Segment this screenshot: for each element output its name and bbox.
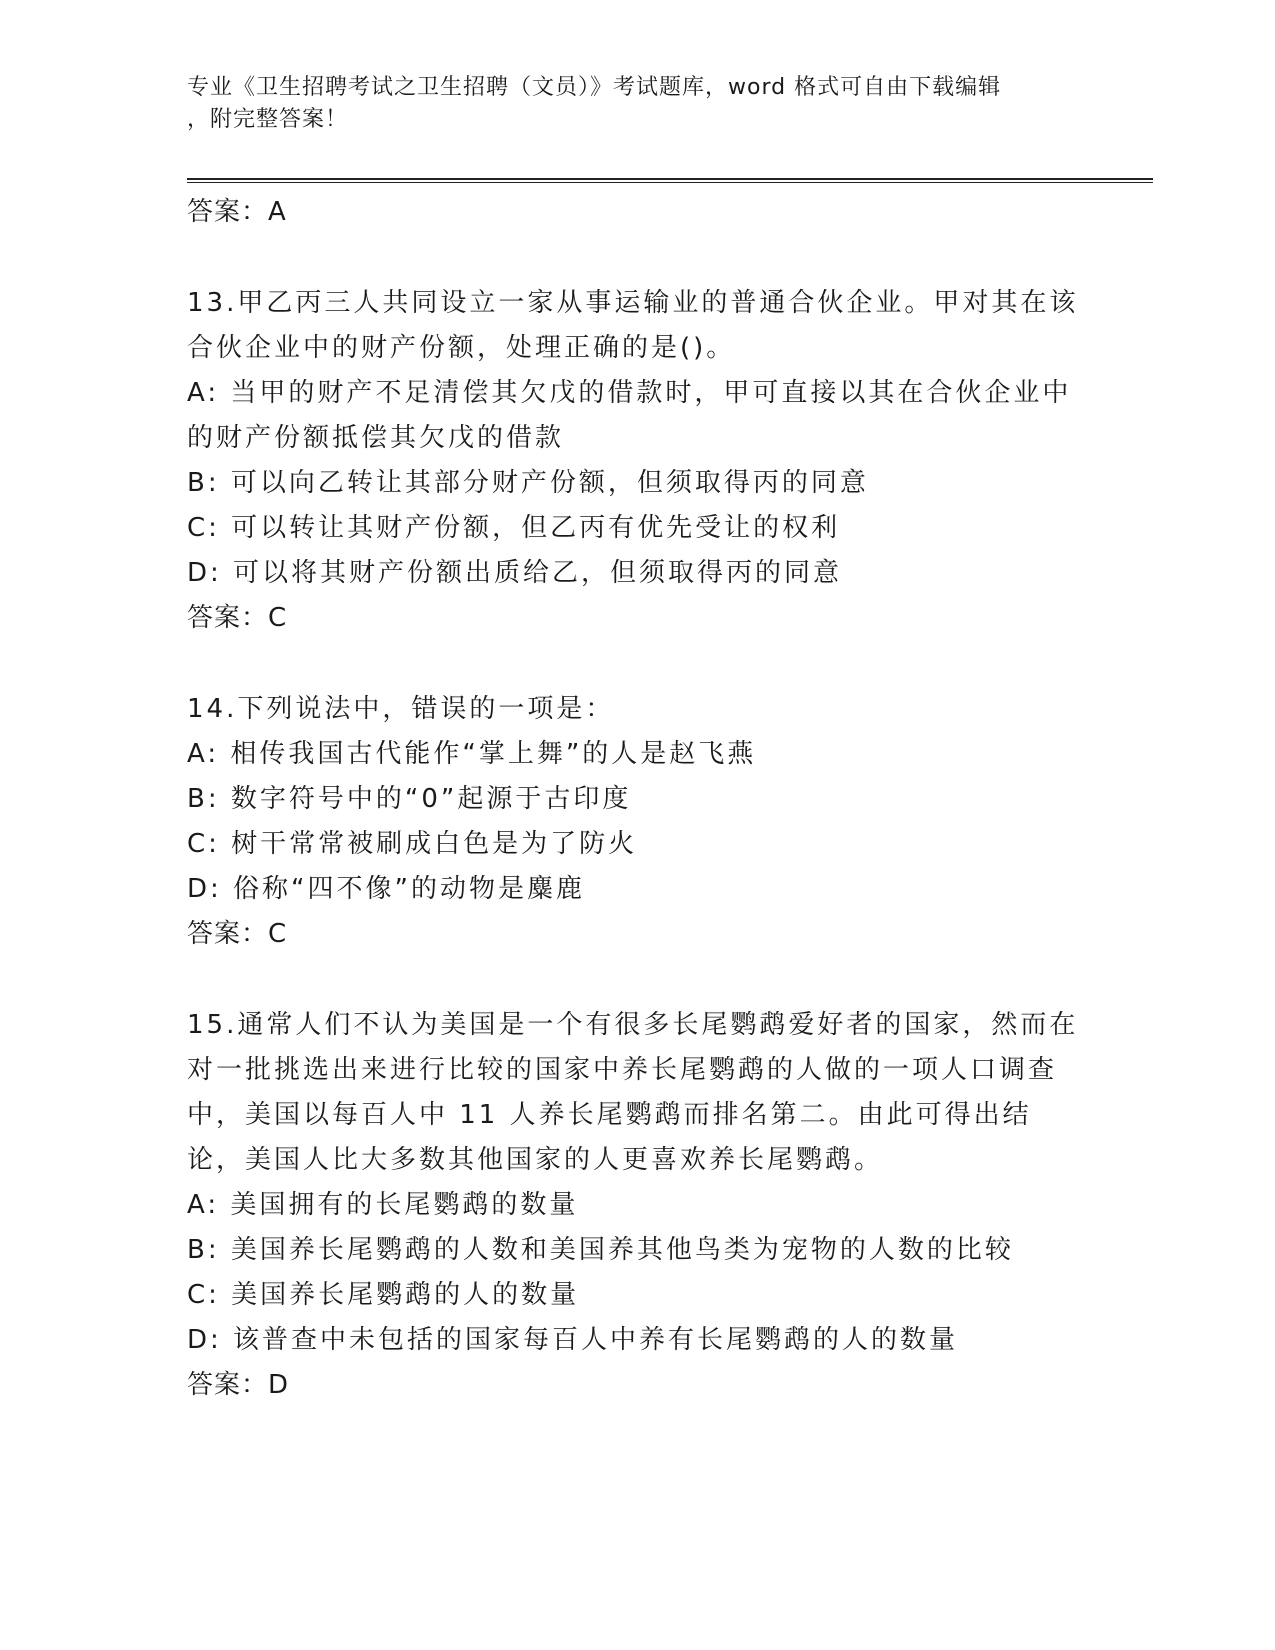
option-d: D: 该普查中未包括的国家每百人中养有长尾鹦鹉的人的数量 xyxy=(187,1325,959,1355)
header-divider xyxy=(187,178,1153,183)
answer-line: 答案：D xyxy=(187,1370,290,1400)
option-d: D: 可以将其财产份额出质给乙，但须取得丙的同意 xyxy=(187,558,843,588)
option-c: C: 美国养长尾鹦鹉的人的数量 xyxy=(187,1280,580,1310)
option-c: C: 树干常常被刷成白色是为了防火 xyxy=(187,829,638,859)
question-text: 14.下列说法中，错误的一项是： xyxy=(187,694,615,724)
answer-line: 答案：A xyxy=(187,197,287,227)
option-b: B: 美国养长尾鹦鹉的人数和美国养其他鸟类为宠物的人数的比较 xyxy=(187,1235,1014,1265)
question-block xyxy=(187,281,1087,641)
question-text: 15.通常人们不认为美国是一个有很多长尾鹦鹉爱好者的国家，然而在对一批挑选出来进行比较的国家中养长尾鹦鹉的人做的一项人口调查中，美国以每百人中 11 人养长尾鹦鹉而排名第二。由此可得出结论，美国人比大多数其他国家的人更喜欢养长尾鹦鹉。 xyxy=(187,1010,1079,1175)
option-a: A: 相传我国古代能作“掌上舞”的人是赵飞燕 xyxy=(187,739,757,769)
option-c: C: 可以转让其财产份额，但乙丙有优先受让的权利 xyxy=(187,513,841,543)
option-b: B: 数字符号中的“0”起源于古印度 xyxy=(187,784,632,814)
question-block xyxy=(187,1003,1087,1408)
answer-line: 答案：C xyxy=(187,603,288,633)
option-b: B: 可以向乙转让其部分财产份额，但须取得丙的同意 xyxy=(187,468,869,498)
page-header xyxy=(187,72,1087,136)
option-a: A: 当甲的财产不足清偿其欠戊的借款时，甲可直接以其在合伙企业中的财产份额抵偿其欠戊的借款 xyxy=(187,378,1072,453)
option-d: D: 俗称“四不像”的动物是麋鹿 xyxy=(187,874,585,904)
header-line-1: 专业《卫生招聘考试之卫生招聘（文员）》考试题库，word 格式可自由下载编辑 xyxy=(187,75,1002,100)
option-a: A: 美国拥有的长尾鹦鹉的数量 xyxy=(187,1190,579,1220)
header-line-2: ，附完整答案！ xyxy=(187,107,349,132)
question-text: 13.甲乙丙三人共同设立一家从事运输业的普通合伙企业。甲对其在该合伙企业中的财产份额，处理正确的是()。 xyxy=(187,288,1079,363)
question-block xyxy=(187,687,1087,957)
question-list xyxy=(187,190,1087,1408)
answer-line: 答案：C xyxy=(187,919,288,949)
